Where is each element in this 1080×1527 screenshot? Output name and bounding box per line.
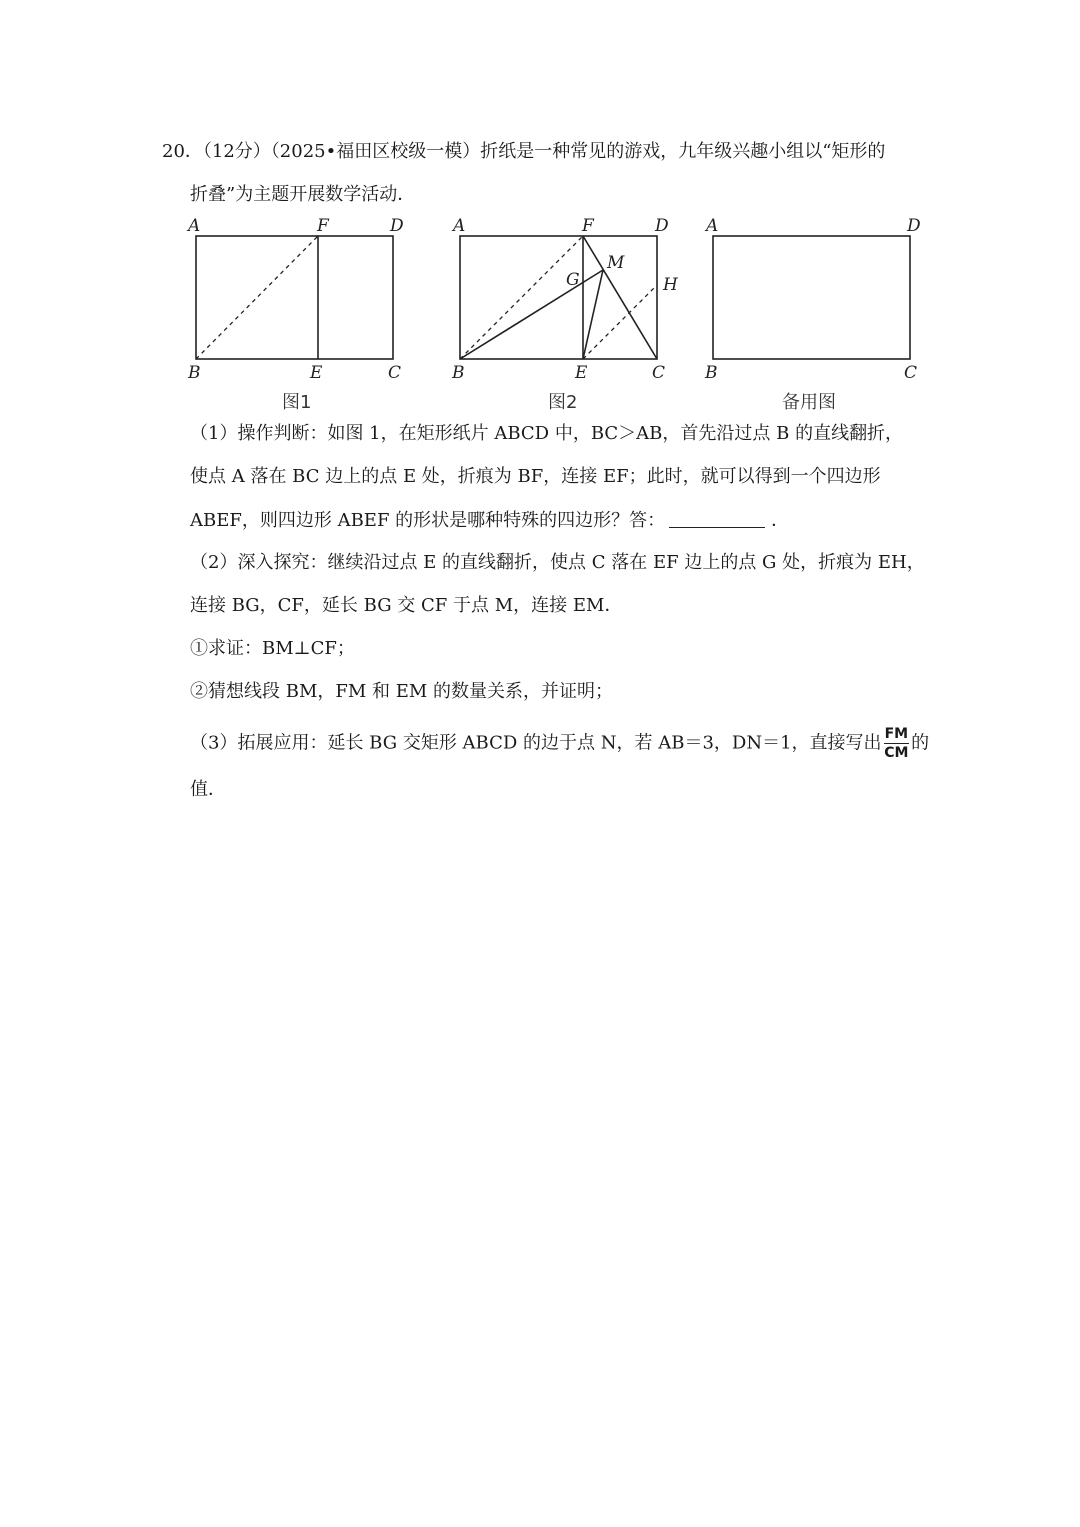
fig3-caption: 备用图 <box>782 392 836 413</box>
fig1-label-C: C <box>388 363 402 383</box>
fig2-label-C: C <box>652 363 666 383</box>
fig3-rectangle <box>713 236 910 359</box>
answer-blank[interactable] <box>669 509 765 528</box>
part1-question: ABEF，则四边形 ABEF 的形状是哪种特殊的四边形？答： <box>190 510 666 531</box>
fig2-label-A: A <box>453 216 466 236</box>
problem-intro: 折叠”为主题开展数学活动． <box>190 184 416 205</box>
part3-line1 <box>190 726 929 761</box>
fig3-label-D: D <box>907 216 921 236</box>
figures-area <box>0 0 1080 420</box>
fig3-label-A: A <box>706 216 719 236</box>
fig1-rectangle <box>196 236 393 359</box>
part2-line1: （2）深入探究：继续沿过点 E 的直线翻折，使点 C 落在 EF 边上的点 G 处，折痕为 EH， <box>190 552 925 573</box>
fig2-fold-BF <box>460 236 583 359</box>
fig2-label-H: H <box>663 275 678 295</box>
part2-item1: ①求证：BM⊥CF； <box>190 638 355 659</box>
fraction-fm-cm <box>884 726 910 761</box>
part2-item2: ②猜想线段 BM，FM 和 EM 的数量关系，并证明； <box>190 681 614 702</box>
figure-2 <box>451 216 679 413</box>
fig1-label-B: B <box>188 363 201 383</box>
fig3-label-C: C <box>904 363 918 383</box>
part3-line2: 值． <box>190 779 226 800</box>
fig2-label-D: D <box>655 216 669 236</box>
fig2-label-E: E <box>575 363 588 383</box>
figure-spare <box>704 216 921 413</box>
fig1-label-F: F <box>317 216 329 236</box>
fig2-label-B: B <box>452 363 465 383</box>
fig2-segment-BM <box>460 270 603 359</box>
fig1-caption: 图1 <box>282 392 312 413</box>
part3-text: （3）拓展应用：延长 BG 交矩形 ABCD 的边于点 N，若 AB＝3，DN＝1，直接写出 <box>190 732 882 754</box>
part1-line3 <box>190 508 789 534</box>
fig2-caption: 图2 <box>548 392 578 413</box>
part1-period: ． <box>771 510 790 531</box>
part1-line1: （1）操作判断：如图 1，在矩形纸片 ABCD 中，BC＞AB，首先沿过点 B 的直线翻折， <box>190 423 904 444</box>
fig2-label-G: G <box>566 270 580 290</box>
fraction-numerator: FM <box>884 726 909 742</box>
fig1-label-E: E <box>310 363 323 383</box>
fig1-label-D: D <box>390 216 404 236</box>
fig1-fold-BF <box>196 236 318 359</box>
problem-header: 20．（12分）（2025•福田区校级一模）折纸是一种常见的游戏，九年级兴趣小组以“矩形的 <box>162 141 886 162</box>
fig3-label-B: B <box>705 363 718 383</box>
fig2-label-F: F <box>582 216 594 236</box>
fig2-label-M: M <box>607 253 625 273</box>
fig1-label-A: A <box>188 216 201 236</box>
part1-line2: 使点 A 落在 BC 边上的点 E 处，折痕为 BF，连接 EF；此时，就可以得到一个四边形 <box>190 466 881 487</box>
fraction-denominator: CM <box>884 745 909 761</box>
part3-suffix: 的 <box>911 732 930 754</box>
figure-1 <box>186 216 404 413</box>
part2-line2: 连接 BG，CF，延长 BG 交 CF 于点 M，连接 EM． <box>190 595 623 616</box>
fig2-segment-EM <box>583 270 603 359</box>
